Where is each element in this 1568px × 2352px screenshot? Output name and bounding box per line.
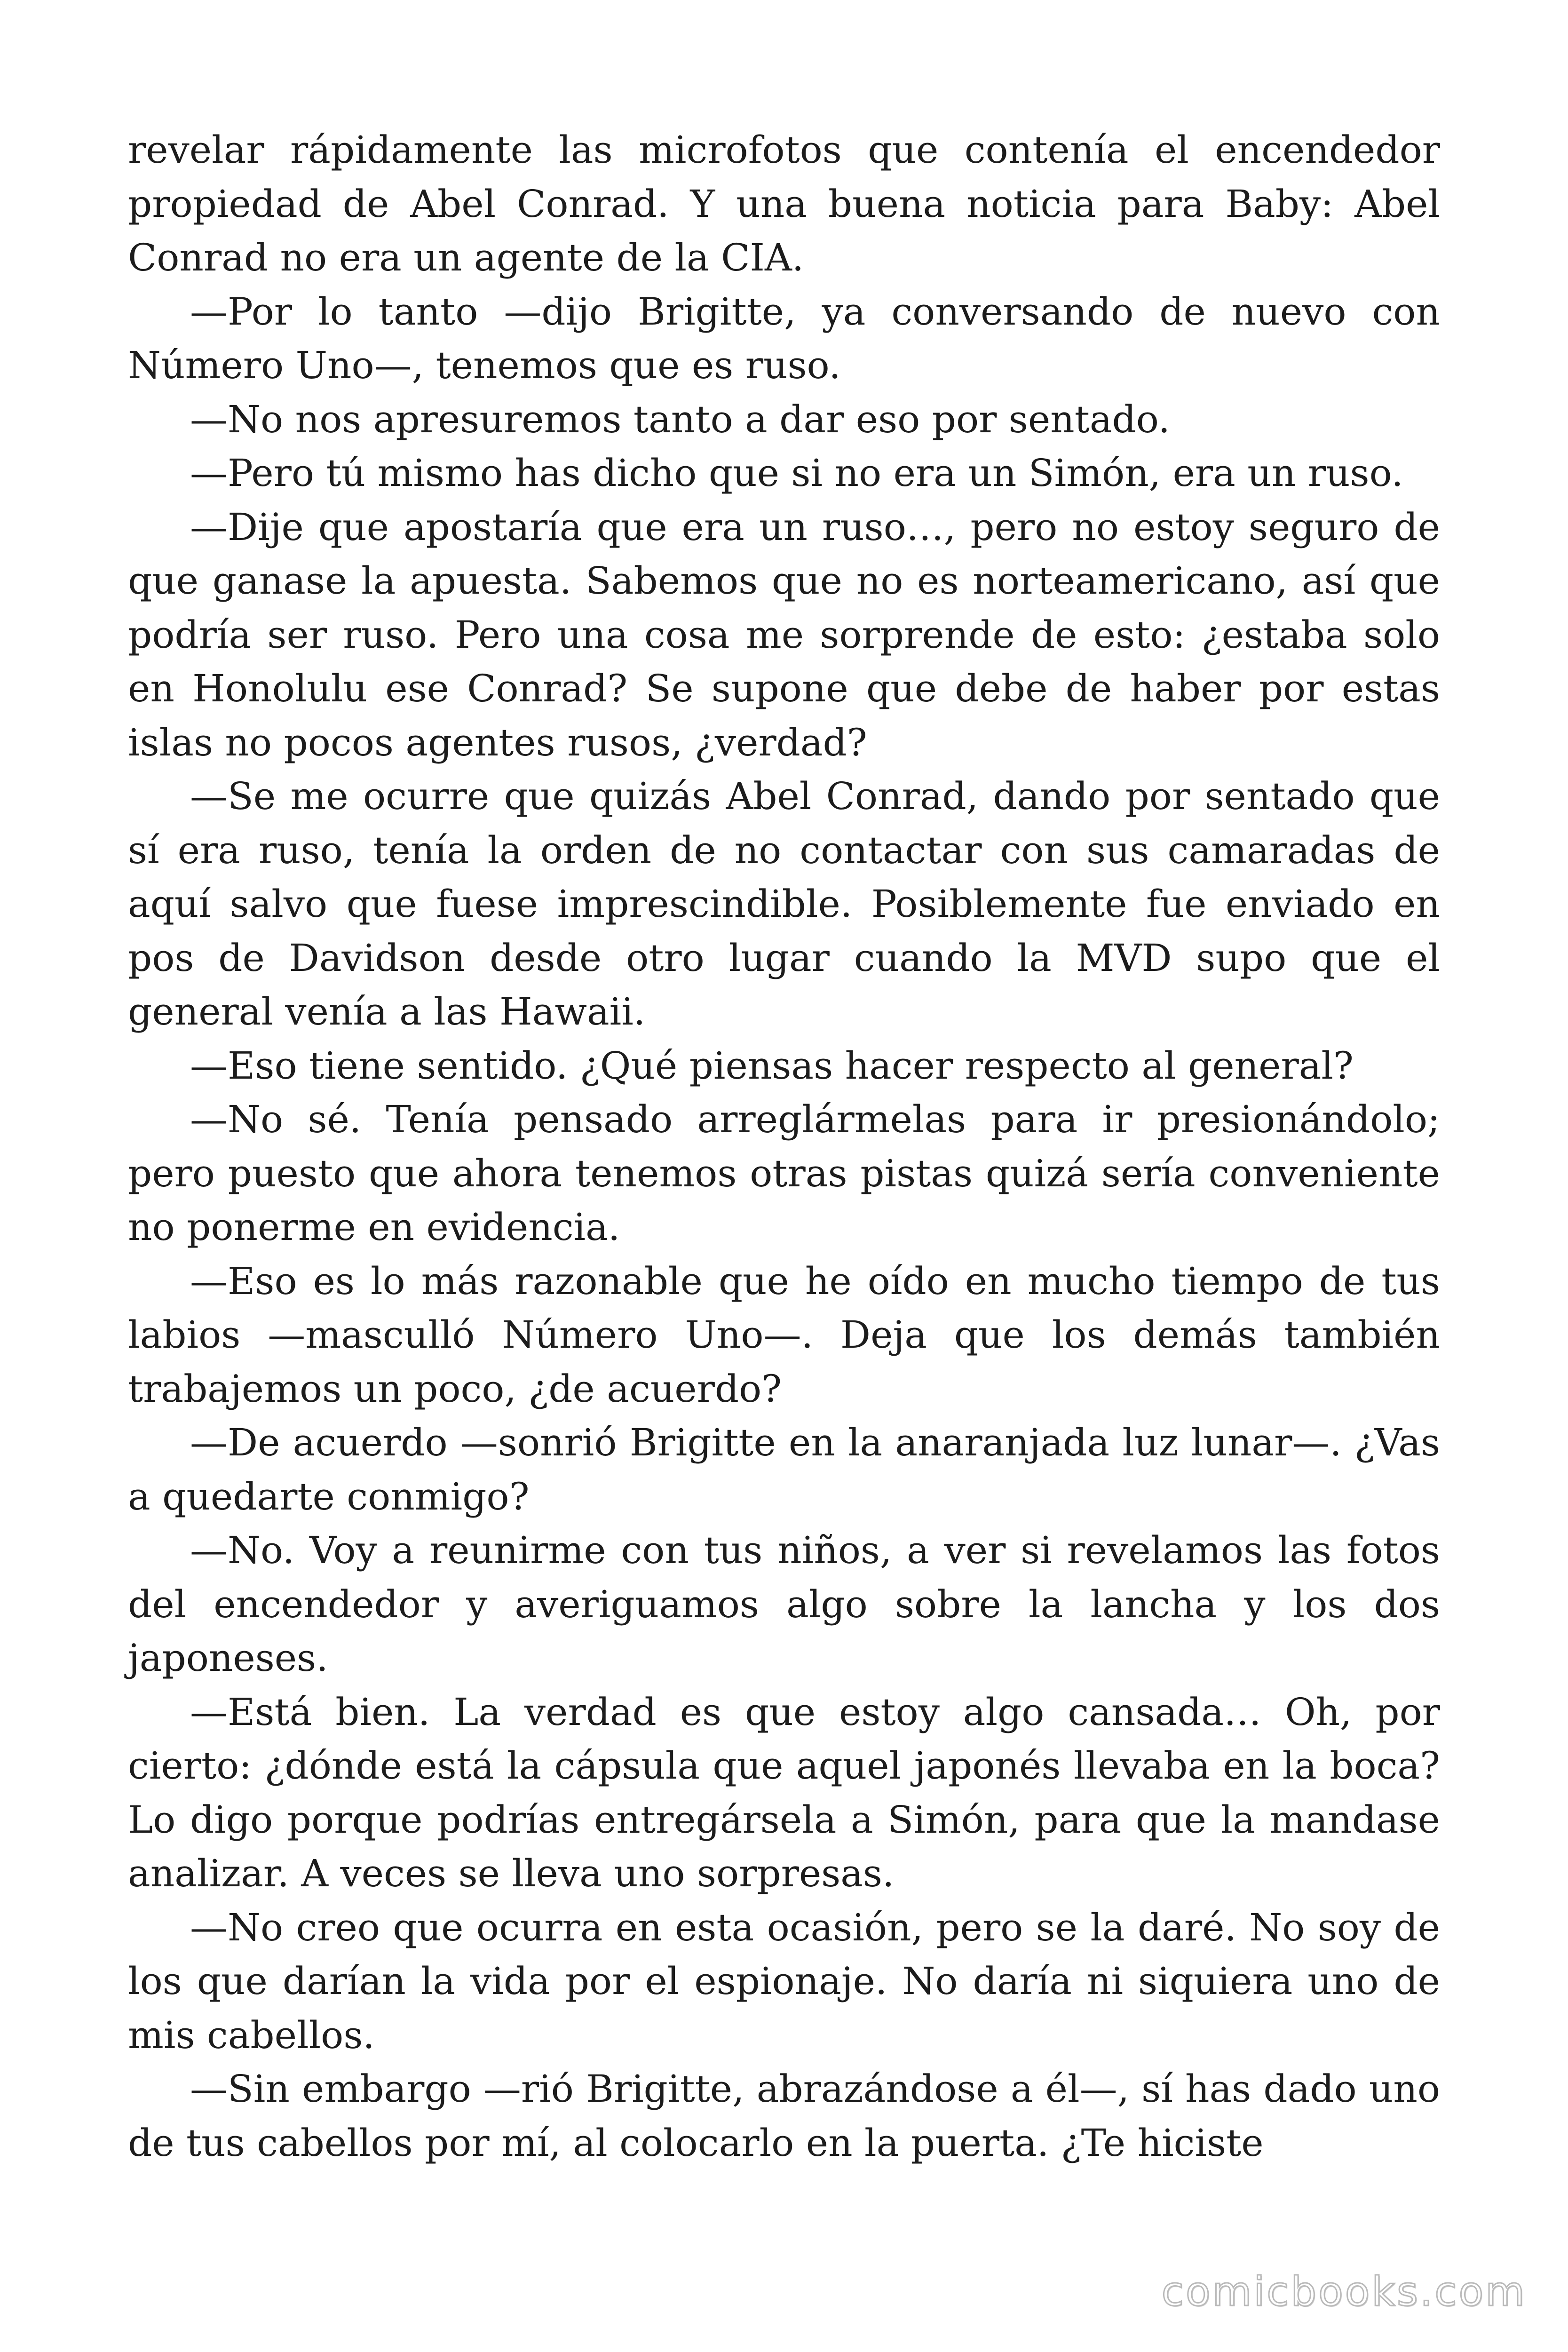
paragraph: —No nos apresuremos tanto a dar eso por sentado. (190, 397, 1170, 441)
paragraph: —De acuerdo —sonrió Brigitte en la anaranjada luz lunar—. ¿Vas a quedarte conmigo? (128, 1421, 1440, 1518)
paragraph: —Está bien. La verdad es que estoy algo cansada… Oh, por cierto: ¿dónde está la cápsula que aquel japonés llevaba en la boca? Lo digo porque podrías entregársela a Simón, para que la mandase analizar. A veces se lleva uno sorpresas. (128, 1690, 1440, 1895)
paragraph: —Se me ocurre que quizás Abel Conrad, dando por sentado que sí era ruso, tenía la orden de no contactar con sus camaradas de aquí salvo que fuese imprescindible. Posiblemente fue enviado en pos de Davidson desde otro lugar cuando la MVD supo que el general venía a las Hawaii. (128, 774, 1440, 1033)
paragraph: —Sin embargo —rió Brigitte, abrazándose a él—, sí has dado uno de tus cabellos por mí, al colocarlo en la puerta. ¿Te hiciste (128, 2067, 1440, 2165)
paragraph: —Dije que apostaría que era un ruso…, pero no estoy seguro de que ganase la apuesta. Sabemos que no es norteamericano, así que podría ser ruso. Pero una cosa me sorprende de esto: ¿estaba solo en Honolulu ese Conrad? Se supone que debe de haber por estas islas no pocos agentes rusos, ¿verdad? (128, 505, 1440, 764)
paragraph: —No sé. Tenía pensado arreglármelas para ir presionándolo; pero puesto que ahora tenemos otras pistas quizá sería conveniente no ponerme en evidencia. (128, 1097, 1440, 1249)
body-text (128, 123, 1440, 2170)
paragraph: —Pero tú mismo has dicho que si no era un Simón, era un ruso. (190, 451, 1403, 495)
paragraph: —No. Voy a reunirme con tus niños, a ver si revelamos las fotos del encendedor y averiguamos algo sobre la lancha y los dos japoneses. (128, 1528, 1440, 1680)
paragraph: —Eso es lo más razonable que he oído en mucho tiempo de tus labios —masculló Número Uno—. Deja que los demás también trabajemos un poco, ¿de acuerdo? (128, 1259, 1440, 1411)
paragraph: —No creo que ocurra en esta ocasión, pero se la daré. No soy de los que darían la vida por el espionaje. No daría ni siquiera uno de mis cabellos. (128, 1905, 1440, 2057)
paragraph: revelar rápidamente las microfotos que contenía el encendedor propiedad de Abel Conrad. Y una buena noticia para Baby: Abel Conrad no era un agente de la CIA. (128, 128, 1440, 279)
paragraph: —Por lo tanto —dijo Brigitte, ya conversando de nuevo con Número Uno—, tenemos que es ruso. (128, 289, 1440, 387)
watermark: comicbooks.com (1161, 2268, 1527, 2315)
paragraph: —Eso tiene sentido. ¿Qué piensas hacer respecto al general? (190, 1043, 1354, 1088)
